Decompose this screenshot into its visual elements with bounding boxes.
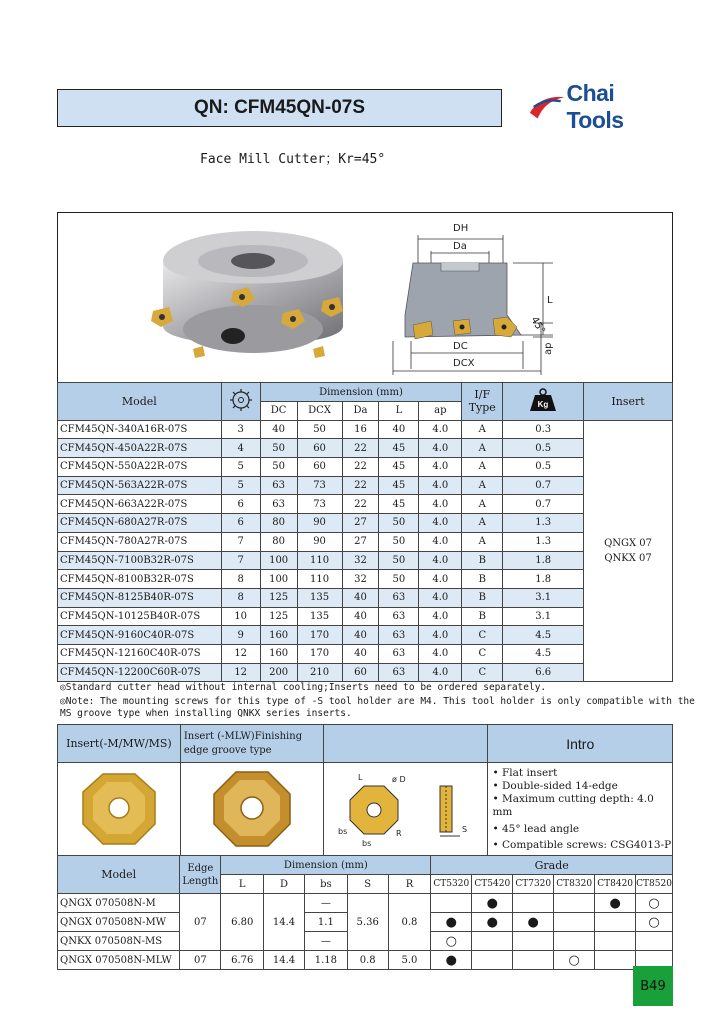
grade-model: QNKX 070508N-MS [58,932,180,951]
insert-label-r: R [395,828,402,838]
spec-dc: 50 [260,439,297,458]
page-number: B49 [633,966,673,1006]
spec-kg: 1.3 [503,532,584,551]
cutter-photo [143,221,363,371]
grade-mark: ○ [636,894,673,913]
grade-mark [595,951,636,970]
spec-z: 12 [221,644,260,663]
spec-insert [584,420,673,682]
insert-type-2: QNKX 07 [604,553,652,564]
label-da: Da [453,241,467,252]
spec-da: 32 [342,551,379,570]
intro-item: • Maximum cutting depth: 4.0 mm [492,792,654,818]
spec-model: CFM45QN-450A22R-07S [58,439,222,458]
spec-row [58,532,673,551]
spec-z: 7 [221,532,260,551]
label-dh: DH [453,223,469,234]
intro-list [488,763,673,856]
spec-ap: 4.0 [419,570,462,589]
grade-model: QNGX 070508N-M [58,894,180,913]
spec-z: 7 [221,551,260,570]
spec-dcx: 135 [297,588,342,607]
grade-model: QNGX 070508N-MW [58,913,180,932]
insert-label-bs1: bs [337,826,347,836]
intro-item: • Double-sided 14-edge [492,779,618,792]
spec-type: C [462,663,503,682]
col-weight [503,383,584,421]
grade-bs: — [304,932,347,951]
spec-kg: 0.5 [503,458,584,477]
spec-ap: 4.0 [419,588,462,607]
grade-col-dimension: Dimension (mm) [221,856,431,875]
cutter-spec-rows [58,420,673,682]
spec-row [58,644,673,663]
spec-da: 40 [342,626,379,645]
spec-type: A [462,532,503,551]
spec-row [58,570,673,589]
spec-type: B [462,551,503,570]
insert-mlw-photo [210,768,294,848]
grade-mark: ● [472,913,513,932]
spec-type: C [462,644,503,663]
spec-dc: 40 [260,420,297,439]
spec-da: 22 [342,439,379,458]
grade-mark [595,913,636,932]
grade-code-header: CT8420 [595,875,636,894]
spec-dcx: 90 [297,514,342,533]
spec-row [58,476,673,495]
col-ap: ap [419,402,462,421]
spec-dcx: 110 [297,551,342,570]
grade-row [58,894,673,913]
grade-mark [554,894,595,913]
spec-l: 50 [379,532,419,551]
spec-ap: 4.0 [419,644,462,663]
spec-row [58,458,673,477]
grade-mark: ● [595,894,636,913]
insert-drawing [336,768,476,848]
spec-type: B [462,607,503,626]
spec-dcx: 210 [297,663,342,682]
spec-dc: 80 [260,532,297,551]
spec-dc: 125 [260,588,297,607]
grade-mark [513,951,554,970]
spec-dc: 100 [260,570,297,589]
cutter-spec-table [57,382,673,682]
spec-model: CFM45QN-680A27R-07S [58,514,222,533]
spec-row [58,588,673,607]
spec-row [58,420,673,439]
spec-dcx: 73 [297,495,342,514]
spec-ap: 4.0 [419,626,462,645]
grade-model: QNGX 070508N-MLW [58,951,180,970]
spec-da: 27 [342,532,379,551]
spec-l: 40 [379,420,419,439]
spec-row [58,439,673,458]
spec-da: 60 [342,663,379,682]
label-dc: DC [453,341,468,352]
spec-ap: 4.0 [419,663,462,682]
spec-model: CFM45QN-780A27R-07S [58,532,222,551]
spec-kg: 0.7 [503,495,584,514]
spec-row [58,626,673,645]
logo-swoosh-icon [528,89,566,125]
spec-model: CFM45QN-9160C40R-07S [58,626,222,645]
spec-type: B [462,570,503,589]
spec-dcx: 170 [297,644,342,663]
insert-grade-table [57,855,673,970]
grade-dim-header: D [264,875,305,894]
spec-row [58,514,673,533]
col-l: L [379,402,419,421]
grade-mark [554,913,595,932]
spec-ap: 4.0 [419,514,462,533]
spec-l: 63 [379,663,419,682]
spec-row [58,551,673,570]
page-title: QN: CFM45QN-07S [57,89,502,127]
grade-mark [431,894,472,913]
grade-code-header: CT8320 [554,875,595,894]
spec-l: 63 [379,607,419,626]
grade-r: 5.0 [388,951,431,970]
col-if-type: I/F Type [462,383,503,421]
spec-kg: 0.7 [503,476,584,495]
company-logo [528,80,673,133]
col-da: Da [342,402,379,421]
grade-mark [636,932,673,951]
spec-model: CFM45QN-7100B32R-07S [58,551,222,570]
grade-mark: ● [431,913,472,932]
spec-da: 32 [342,570,379,589]
spec-l: 50 [379,570,419,589]
insert-m-photo [79,768,159,848]
spec-da: 40 [342,588,379,607]
spec-dc: 125 [260,607,297,626]
spec-dc: 63 [260,476,297,495]
grade-dim-header: bs [304,875,347,894]
insert-label-bs2: bs [361,838,371,848]
grade-edge: 07 [180,894,221,951]
spec-dcx: 50 [297,420,342,439]
spec-dcx: 60 [297,439,342,458]
col-dimension: Dimension (mm) [260,383,462,402]
spec-ap: 4.0 [419,420,462,439]
insert-label-d: ø D [391,774,406,784]
spec-type: A [462,495,503,514]
spec-row [58,607,673,626]
col-model: Model [58,383,222,421]
spec-l: 45 [379,458,419,477]
insert-mlw-photo-cell [180,763,323,856]
note-standard: ◎Standard cutter head without internal cooling;Inserts need to be ordered separately. [60,682,547,693]
spec-model: CFM45QN-550A22R-07S [58,458,222,477]
product-image-area [57,212,673,382]
spec-da: 27 [342,514,379,533]
spec-l: 50 [379,514,419,533]
spec-dcx: 170 [297,626,342,645]
spec-dc: 160 [260,626,297,645]
spec-z: 6 [221,495,260,514]
spec-l: 45 [379,439,419,458]
spec-ap: 4.0 [419,439,462,458]
spec-model: CFM45QN-340A16R-07S [58,420,222,439]
spec-z: 3 [221,420,260,439]
grade-col-model: Model [58,856,180,894]
spec-dcx: 60 [297,458,342,477]
label-dcx: DCX [453,358,475,369]
grade-col-grade: Grade [431,856,673,875]
spec-ap: 4.0 [419,458,462,477]
grade-l: 6.76 [221,951,264,970]
spec-type: B [462,588,503,607]
page-subtitle: Face Mill Cutter；Kr=45° [200,152,386,167]
grade-mark: ● [472,894,513,913]
spec-da: 16 [342,420,379,439]
grade-code-header: CT7320 [513,875,554,894]
grade-mark: ○ [554,951,595,970]
spec-da: 22 [342,458,379,477]
intro-header: Intro [488,725,673,763]
spec-dc: 100 [260,551,297,570]
spec-ap: 4.0 [419,476,462,495]
label-l: L [547,295,553,306]
spec-dcx: 90 [297,532,342,551]
label-ap: ap [543,342,554,355]
spec-dc: 50 [260,458,297,477]
teeth-count-icon [228,387,254,413]
spec-ap: 4.0 [419,551,462,570]
grade-mark [472,951,513,970]
spec-kg: 4.5 [503,626,584,645]
grade-d: 14.4 [264,894,305,951]
grade-row [58,951,673,970]
spec-dc: 63 [260,495,297,514]
grade-code-header: CT8520 [636,875,673,894]
spec-type: A [462,514,503,533]
insert-mlw-header-line1: Insert (-MLW)Finishing [183,730,303,742]
grade-mark: ● [513,913,554,932]
weight-icon-label: Kg [537,399,549,409]
spec-z: 8 [221,588,260,607]
spec-da: 22 [342,476,379,495]
grade-s: 5.36 [347,894,388,951]
intro-item: • Flat insert [492,766,558,779]
spec-da: 40 [342,644,379,663]
spec-da: 40 [342,607,379,626]
spec-dc: 160 [260,644,297,663]
spec-ap: 4.0 [419,495,462,514]
grade-mark [513,932,554,951]
grade-dim-header: S [347,875,388,894]
spec-model: CFM45QN-12160C40R-07S [58,644,222,663]
spec-l: 63 [379,644,419,663]
spec-type: A [462,476,503,495]
spec-l: 45 [379,495,419,514]
col-teeth [221,383,260,421]
spec-z: 12 [221,663,260,682]
grade-bs: 1.18 [304,951,347,970]
insert-info-table [57,724,673,856]
spec-type: A [462,439,503,458]
spec-row [58,663,673,682]
grade-dim-header: R [388,875,431,894]
spec-model: CFM45QN-10125B40R-07S [58,607,222,626]
note-mounting: ◎Note: The mounting screws for this type of -S tool holder are M4. This tool holder is only compatible with the MS groove type when installing QNKX series inserts. [60,696,695,719]
grade-mark [472,932,513,951]
insert-mlw-header [180,725,323,763]
spec-kg: 0.5 [503,439,584,458]
intro-item: • 45° lead angle [492,822,580,835]
spec-z: 9 [221,626,260,645]
spec-dc: 200 [260,663,297,682]
spec-z: 8 [221,570,260,589]
spec-type: A [462,458,503,477]
spec-kg: 4.5 [503,644,584,663]
cutter-drawing [383,215,673,381]
spec-kg: 1.3 [503,514,584,533]
spec-kg: 3.1 [503,588,584,607]
spec-dcx: 73 [297,476,342,495]
weight-icon [529,388,557,412]
spec-l: 63 [379,588,419,607]
spec-dcx: 110 [297,570,342,589]
spec-model: CFM45QN-8125B40R-07S [58,588,222,607]
grade-code-header: CT5420 [472,875,513,894]
spec-kg: 1.8 [503,570,584,589]
grade-mark: ○ [636,913,673,932]
spec-kg: 0.3 [503,420,584,439]
insert-m-header: Insert(-M/MW/MS) [58,725,181,763]
spec-model: CFM45QN-663A22R-07S [58,495,222,514]
spec-z: 6 [221,514,260,533]
spec-da: 22 [342,495,379,514]
col-dc: DC [260,402,297,421]
col-insert: Insert [584,383,673,421]
spec-kg: 6.6 [503,663,584,682]
label-angle: 45° [528,315,547,336]
grade-mark [595,932,636,951]
spec-model: CFM45QN-12200C60R-07S [58,663,222,682]
spec-ap: 4.0 [419,607,462,626]
grade-dim-header: L [221,875,264,894]
insert-label-l: L [357,772,362,782]
spec-l: 63 [379,626,419,645]
grade-mark [554,932,595,951]
grade-mark: ○ [431,932,472,951]
spec-kg: 3.1 [503,607,584,626]
grade-edge: 07 [180,951,221,970]
spec-dcx: 135 [297,607,342,626]
spec-z: 4 [221,439,260,458]
grade-s: 0.8 [347,951,388,970]
grade-r: 0.8 [388,894,431,951]
grade-rows [58,894,673,970]
spec-l: 50 [379,551,419,570]
insert-mlw-header-line2: edge groove type [183,744,272,756]
spec-type: C [462,626,503,645]
insert-drawing-header [323,725,488,763]
grade-code-header: CT5320 [431,875,472,894]
insert-drawing-cell [323,763,488,856]
grade-mark: ● [431,951,472,970]
spec-dc: 80 [260,514,297,533]
spec-ap: 4.0 [419,532,462,551]
logo-text: Chai Tools [566,80,624,133]
insert-label-s: S [461,824,467,834]
spec-z: 5 [221,476,260,495]
spec-model: CFM45QN-8100B32R-07S [58,570,222,589]
spec-z: 10 [221,607,260,626]
grade-mark [513,894,554,913]
insert-m-photo-cell [58,763,181,856]
grade-bs: 1.1 [304,913,347,932]
insert-type-1: QNGX 07 [604,538,653,549]
intro-item: • Compatible screws: CSG4013-P [492,838,672,851]
spec-row [58,495,673,514]
spec-model: CFM45QN-563A22R-07S [58,476,222,495]
spec-type: A [462,420,503,439]
col-dcx: DCX [297,402,342,421]
grade-bs: — [304,894,347,913]
grade-d: 14.4 [264,951,305,970]
grade-l: 6.80 [221,894,264,951]
spec-kg: 1.8 [503,551,584,570]
spec-l: 45 [379,476,419,495]
grade-col-edge: Edge Length [180,856,221,894]
spec-z: 5 [221,458,260,477]
